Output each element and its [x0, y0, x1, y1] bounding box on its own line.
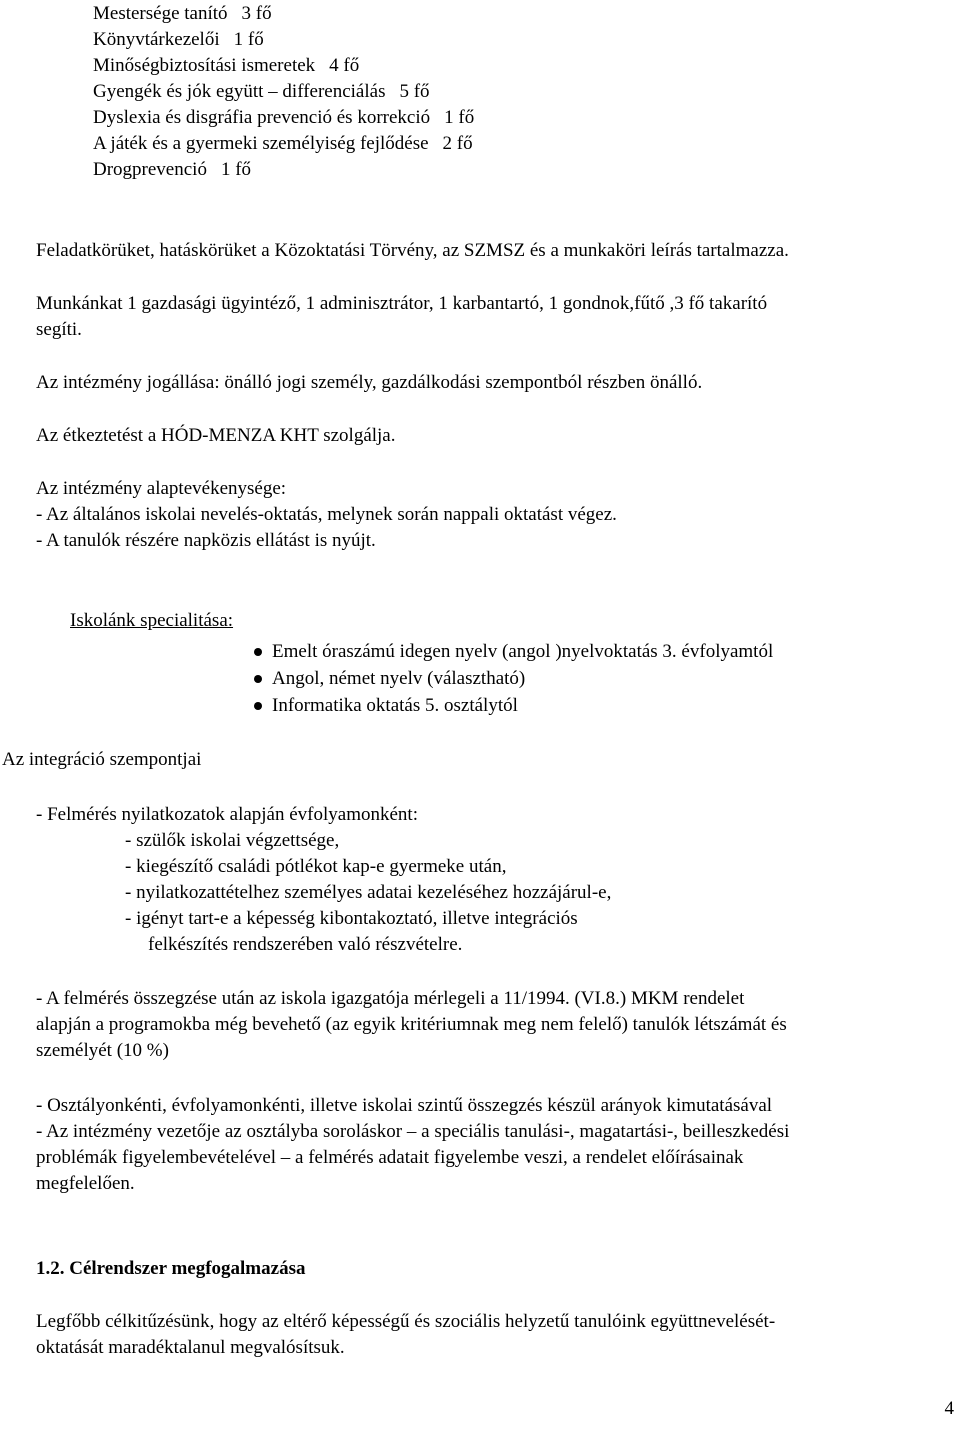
specialty-title: Iskolánk specialitása:	[70, 610, 234, 631]
survey-intro: - Felmérés nyilatkozatok alapján évfolyamonként:	[36, 804, 418, 825]
training-name: Minőségbiztosítási ismeretek	[93, 55, 316, 76]
staff-paragraph-line: segíti.	[36, 319, 82, 340]
training-name: Könyvtárkezelői	[93, 29, 220, 50]
bullet-icon	[254, 675, 262, 683]
page-number: 4	[944, 1398, 954, 1419]
evaluation-line: személyét (10 %)	[36, 1040, 169, 1061]
survey-item: - kiegészítő családi pótlékot kap-e gyermeke után,	[125, 856, 507, 877]
section-body-line: Legfőbb célkitűzésünk, hogy az eltérő képességű és szociális helyzetű tanulóink együttnevelését-	[36, 1311, 776, 1332]
core-activity-line: - A tanulók részére napközis ellátást is nyújt.	[36, 530, 376, 551]
training-count: 1 fő	[233, 29, 264, 50]
section-title: Célrendszer megfogalmazása	[69, 1258, 306, 1279]
evaluation-line: alapján a programokba még bevehető (az egyik kritériumnak meg nem felelő) tanulók létszámát és	[36, 1014, 787, 1035]
training-name: A játék és a gyermeki személyiség fejlődése	[93, 133, 429, 154]
list-item: Angol, német nyelv (választható)	[248, 665, 773, 692]
integration-title: Az integráció szempontjai	[2, 749, 202, 770]
survey-item-continuation: felkészítés rendszerében való részvételre.	[148, 934, 463, 955]
training-list	[93, 1, 474, 183]
classification-line: - Az intézmény vezetője az osztályba soroláskor – a speciális tanulási-, magatartási-, beilleszkedési	[36, 1121, 790, 1142]
training-row	[93, 27, 474, 53]
training-name: Dyslexia és disgráfia prevenció és korrekció	[93, 107, 431, 128]
training-row	[93, 157, 474, 183]
training-name: Gyengék és jók együtt – differenciálás	[93, 81, 386, 102]
responsibilities-paragraph: Feladatkörüket, hatáskörüket a Közoktatási Törvény, az SZMSZ és a munkaköri leírás tartalmazza.	[36, 240, 789, 261]
list-item: Informatika oktatás 5. osztálytól	[248, 692, 773, 719]
core-activity-title: Az intézmény alaptevékenysége:	[36, 478, 287, 499]
classification-line: megfelelően.	[36, 1173, 135, 1194]
training-count: 2 fő	[442, 133, 473, 154]
staff-paragraph-line: Munkánkat 1 gazdasági ügyintéző, 1 adminisztrátor, 1 karbantartó, 1 gondnok,fűtő ,3 fő takarító	[36, 293, 768, 314]
core-activity-line: - Az általános iskolai nevelés-oktatás, melynek során nappali oktatást végez.	[36, 504, 617, 525]
training-count: 1 fő	[220, 159, 252, 180]
training-row	[93, 105, 474, 131]
bullet-icon	[254, 648, 262, 656]
classification-line: problémák figyelembevételével – a felmérés adatait figyelembe veszi, a rendelet előírásainak	[36, 1147, 744, 1168]
training-row	[93, 131, 474, 157]
specialty-list	[248, 638, 773, 719]
training-name: Drogprevenció	[93, 159, 207, 180]
bullet-icon	[254, 702, 262, 710]
survey-item: - igényt tart-e a képesség kibontakoztató, illetve integrációs	[125, 908, 578, 929]
section-heading	[36, 1256, 305, 1282]
training-row	[93, 79, 474, 105]
section-body-line: oktatását maradéktalanul megvalósítsuk.	[36, 1337, 345, 1358]
training-row	[93, 53, 474, 79]
list-item: Emelt óraszámú idegen nyelv (angol )nyelvoktatás 3. évfolyamtól	[248, 638, 773, 665]
training-name: Mestersége tanító	[93, 3, 228, 24]
training-count: 4 fő	[329, 55, 360, 76]
section-number: 1.2.	[36, 1258, 65, 1279]
training-count: 3 fő	[241, 3, 272, 24]
training-row	[93, 1, 474, 27]
survey-item: - nyilatkozattételhez személyes adatai kezeléséhez hozzájárul-e,	[125, 882, 612, 903]
classification-line: - Osztályonkénti, évfolyamonkénti, illetve iskolai szintű összegzés készül arányok kimutatásával	[36, 1095, 773, 1116]
survey-item: - szülők iskolai végzettsége,	[125, 830, 340, 851]
training-count: 1 fő	[444, 107, 475, 128]
training-count: 5 fő	[399, 81, 430, 102]
legal-status-paragraph: Az intézmény jogállása: önálló jogi személy, gazdálkodási szempontból részben önálló.	[36, 372, 703, 393]
catering-paragraph: Az étkeztetést a HÓD-MENZA KHT szolgálja.	[36, 425, 396, 446]
evaluation-line: - A felmérés összegzése után az iskola igazgatója mérlegeli a 11/1994. (VI.8.) MKM rendelet	[36, 988, 745, 1009]
